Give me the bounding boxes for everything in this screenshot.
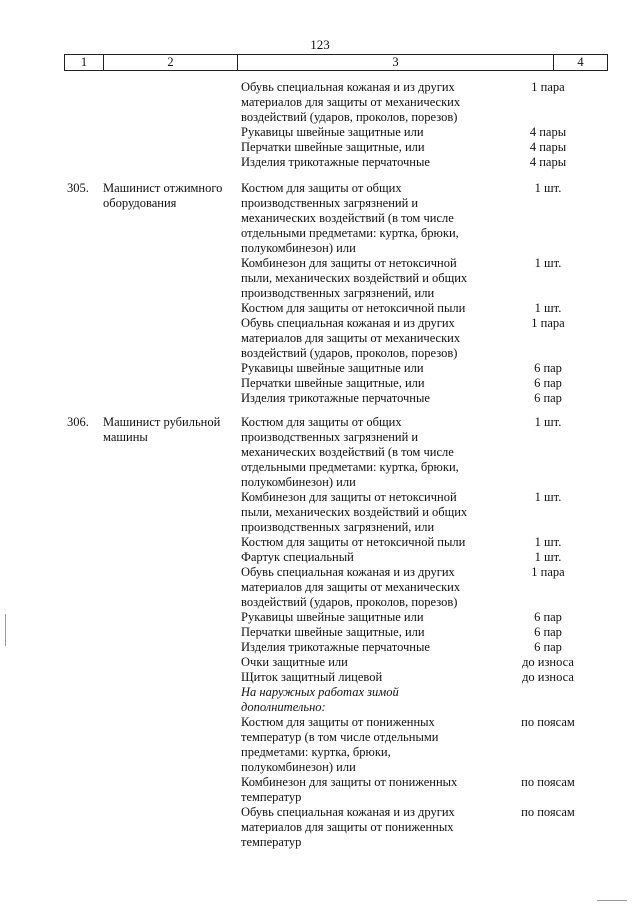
item-quantity: 6 пар bbox=[534, 610, 562, 624]
item-line: Очки защитные или bbox=[241, 655, 348, 669]
item-quantity: по поясам bbox=[521, 715, 575, 729]
column-header-4: 4 bbox=[577, 55, 584, 69]
section-note: На наружных работах зимой bbox=[241, 685, 399, 699]
item-quantity: 1 шт. bbox=[534, 535, 562, 549]
item-quantity: 6 пар bbox=[534, 391, 562, 405]
item-line: Комбинезон для защиты от пониженных bbox=[241, 775, 458, 789]
item-line: Костюм для защиты от нетоксичной пыли bbox=[241, 301, 466, 315]
margin-mark bbox=[597, 900, 627, 901]
item-line: пыли, механических воздействий и общих bbox=[241, 271, 468, 285]
item-line: Перчатки швейные защитные, или bbox=[241, 140, 425, 154]
item-quantity: 1 шт. bbox=[534, 490, 562, 504]
item-quantity: 4 пары bbox=[529, 140, 567, 154]
item-line: температур bbox=[241, 790, 302, 804]
item-line: Комбинезон для защиты от нетоксичной bbox=[241, 490, 457, 504]
item-line: Изделия трикотажные перчаточные bbox=[241, 640, 430, 654]
item-line: производственных загрязнений и bbox=[241, 196, 419, 210]
item-line: воздействий (ударов, проколов, порезов) bbox=[241, 346, 458, 360]
item-quantity: 4 пары bbox=[529, 155, 567, 169]
item-quantity: по поясам bbox=[521, 805, 575, 819]
margin-mark bbox=[5, 614, 6, 646]
item-quantity: 1 шт. bbox=[534, 256, 562, 270]
item-line: Комбинезон для защиты от нетоксичной bbox=[241, 256, 457, 270]
item-line: механических воздействий (в том числе bbox=[241, 445, 454, 459]
section-note: дополнительно: bbox=[241, 700, 326, 714]
item-line: Костюм для защиты от общих bbox=[241, 415, 402, 429]
item-line: Обувь специальная кожаная и из других bbox=[241, 565, 455, 579]
item-line: Изделия трикотажные перчаточные bbox=[241, 391, 430, 405]
item-line: Изделия трикотажные перчаточные bbox=[241, 155, 430, 169]
item-line: полукомбинезон) или bbox=[241, 760, 356, 774]
item-line: предметами: куртка, брюки, bbox=[241, 745, 391, 759]
item-quantity: до износа bbox=[522, 655, 574, 669]
column-header-1: 1 bbox=[65, 55, 104, 70]
item-line: механических воздействий (в том числе bbox=[241, 211, 454, 225]
item-line: Перчатки швейные защитные, или bbox=[241, 625, 425, 639]
item-line: полукомбинезон) или bbox=[241, 241, 356, 255]
item-line: Обувь специальная кожаная и из других bbox=[241, 316, 455, 330]
item-line: Перчатки швейные защитные, или bbox=[241, 376, 425, 390]
profession-name: машины bbox=[103, 430, 148, 444]
item-line: производственных загрязнений, или bbox=[241, 520, 435, 534]
item-line: производственных загрязнений и bbox=[241, 430, 419, 444]
item-line: Фартук специальный bbox=[241, 550, 354, 564]
item-line: воздействий (ударов, проколов, порезов) bbox=[241, 110, 458, 124]
item-quantity: 1 пара bbox=[531, 80, 565, 94]
item-quantity: 6 пар bbox=[534, 376, 562, 390]
item-line: полукомбинезон) или bbox=[241, 475, 356, 489]
item-line: материалов для защиты от механических bbox=[241, 580, 461, 594]
item-quantity: по поясам bbox=[521, 775, 575, 789]
item-line: Костюм для защиты от общих bbox=[241, 181, 402, 195]
item-quantity: до износа bbox=[522, 670, 574, 684]
item-line: Обувь специальная кожаная и из других bbox=[241, 805, 455, 819]
item-line: материалов для защиты от механических bbox=[241, 331, 461, 345]
item-line: Щиток защитный лицевой bbox=[241, 670, 383, 684]
column-header-3: 3 bbox=[238, 55, 554, 70]
item-quantity: 4 пары bbox=[529, 125, 567, 139]
item-line: материалов для защиты от пониженных bbox=[241, 820, 454, 834]
table-header bbox=[64, 54, 608, 71]
entry-number: 306. bbox=[67, 415, 89, 429]
page-number: 123 bbox=[310, 37, 330, 52]
profession-name: оборудования bbox=[103, 196, 177, 210]
item-quantity: 1 шт. bbox=[534, 301, 562, 315]
item-quantity: 1 пара bbox=[531, 565, 565, 579]
item-line: пыли, механических воздействий и общих bbox=[241, 505, 468, 519]
item-line: отдельными предметами: куртка, брюки, bbox=[241, 460, 459, 474]
item-line: Костюм для защиты от нетоксичной пыли bbox=[241, 535, 466, 549]
profession-name: Машинист отжимного bbox=[103, 181, 223, 195]
item-quantity: 6 пар bbox=[534, 361, 562, 375]
profession-name: Машинист рубильной bbox=[103, 415, 221, 429]
item-line: Рукавицы швейные защитные или bbox=[241, 125, 424, 139]
item-quantity: 6 пар bbox=[534, 625, 562, 639]
item-line: Костюм для защиты от пониженных bbox=[241, 715, 435, 729]
item-line: температур (в том числе отдельными bbox=[241, 730, 439, 744]
item-line: температур bbox=[241, 835, 302, 849]
item-quantity: 1 шт. bbox=[534, 181, 562, 195]
item-line: Рукавицы швейные защитные или bbox=[241, 361, 424, 375]
item-quantity: 1 шт. bbox=[534, 415, 562, 429]
item-line: Обувь специальная кожаная и из других bbox=[241, 80, 455, 94]
column-header-2: 2 bbox=[104, 55, 238, 70]
item-line: производственных загрязнений, или bbox=[241, 286, 435, 300]
item-line: воздействий (ударов, проколов, порезов) bbox=[241, 595, 458, 609]
item-quantity: 1 пара bbox=[531, 316, 565, 330]
item-line: отдельными предметами: куртка, брюки, bbox=[241, 226, 459, 240]
entry-number: 305. bbox=[67, 181, 89, 195]
item-quantity: 1 шт. bbox=[534, 550, 562, 564]
item-line: Рукавицы швейные защитные или bbox=[241, 610, 424, 624]
item-line: материалов для защиты от механических bbox=[241, 95, 461, 109]
item-quantity: 6 пар bbox=[534, 640, 562, 654]
